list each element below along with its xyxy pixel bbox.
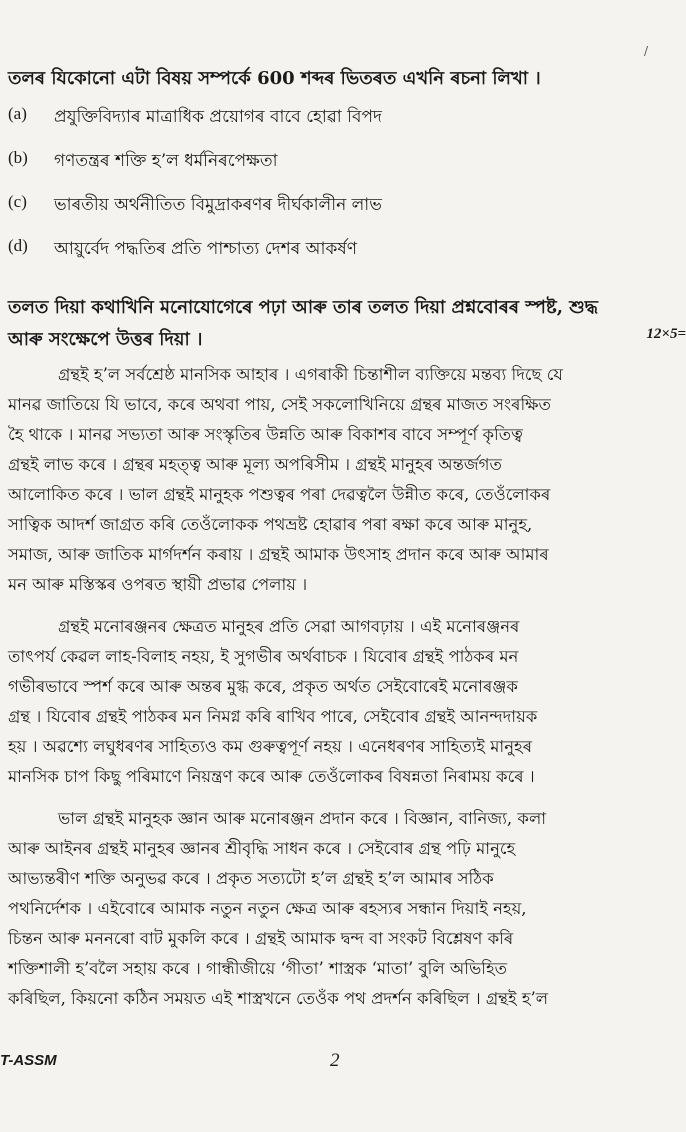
passage-line: মন আৰু মস্তিস্কৰ ওপৰত স্থায়ী প্ৰভাৱ পেলায় । bbox=[8, 575, 308, 594]
passage-line: পথনিৰ্দেশক । এইবোৰে আমাক নতুন নতুন ক্ষেত্ৰ আৰু ৰহস্যৰ সন্ধান দিয়াই নহয়, bbox=[8, 899, 527, 918]
passage-line: হয় । অৱশ্যে লঘুধৰণৰ সাহিত্যও কম গুৰুত্বপূৰ্ণ নহয় । এনেধৰণৰ সাহিত্যই মানুহৰ bbox=[8, 737, 533, 756]
option-label: (a) bbox=[8, 104, 27, 123]
passage-line: গভীৰভাবে স্পৰ্শ কৰে আৰু অন্তৰ মুগ্ধ কৰে, প্ৰকৃত অৰ্থত সেইবোৰেই মনোৰঞ্জক bbox=[8, 677, 518, 696]
essay-option bbox=[8, 236, 668, 280]
essay-option bbox=[8, 104, 668, 148]
option-label: (d) bbox=[8, 236, 28, 255]
essay-option bbox=[8, 192, 668, 236]
passage-line: আলোকিত কৰে । ভাল গ্ৰন্থই মানুহক পশুত্বৰ পৰা দেৱত্বলৈ উন্নীত কৰে, তেওঁলোকৰ bbox=[8, 485, 551, 504]
passage-line: আভ্যন্তৰীণ শক্তি অনুভৱ কৰে । প্ৰকৃত সত্যটো হ’ল গ্ৰন্থই হ’ল আমাৰ সঠিক bbox=[8, 869, 494, 888]
instruction-line: তলত দিয়া কথাখিনি মনোযোগেৰে পঢ়া আৰু তাৰ তলত দিয়া প্ৰশ্নবোৰৰ স্পষ্ট, শুদ্ধ bbox=[8, 297, 598, 318]
passage-line: মানসিক চাপ কিছু পৰিমাণে নিয়ন্ত্ৰণ কৰে আৰু তেওঁলোকৰ বিষন্নতা নিৰাময় কৰে । bbox=[8, 767, 535, 786]
passage-line: গ্ৰন্থই মনোৰঞ্জনৰ ক্ষেত্ৰত মানুহৰ প্ৰতি সেৱা আগবঢ়ায় । এই মনোৰঞ্জনৰ bbox=[58, 617, 520, 636]
marks-allocation: 12×5= bbox=[646, 326, 686, 342]
passage-line: কৰিছিল, কিয়নো কঠিন সময়ত এই শাস্ত্ৰখনে তেওঁক পথ প্ৰদৰ্শন কৰিছিল । গ্ৰন্থই হ’ল bbox=[8, 989, 549, 1008]
option-label: (c) bbox=[8, 192, 27, 211]
page-number: 2 bbox=[330, 1050, 340, 1071]
passage-paragraph bbox=[8, 360, 672, 600]
option-text: প্ৰযুক্তিবিদ্যাৰ মাত্ৰাধিক প্ৰয়োগৰ বাবে হোৱা বিপদ bbox=[54, 107, 382, 127]
passage-line: হৈ থাকে । মানৱ সভ্যতা আৰু সংস্কৃতিৰ উন্নতি আৰু বিকাশৰ বাবে সম্পূৰ্ণ কৃতিত্ব bbox=[8, 425, 523, 444]
option-text: ভাৰতীয় অৰ্থনীতিত বিমুদ্ৰাকৰণৰ দীৰ্ঘকালীন লাভ bbox=[54, 195, 382, 215]
essay-options-list bbox=[8, 104, 668, 280]
option-text: গণতন্ত্ৰৰ শক্তি হ’ল ধৰ্মনিৰপেক্ষতা bbox=[54, 151, 278, 171]
passage-line: গ্ৰন্থই লাভ কৰে । গ্ৰন্থৰ মহত্ত্ব আৰু মূল্য অপৰিসীম । গ্ৰন্থই মানুহৰ অন্তৰ্জগত bbox=[8, 455, 502, 474]
paper-code: T-ASSM bbox=[0, 1052, 57, 1069]
passage-line: সাত্বিক আদৰ্শ জাগ্ৰত কৰি তেওঁলোকক পথভ্ৰষ্ট হোৱাৰ পৰা ৰক্ষা কৰে আৰু মানুহ, bbox=[8, 515, 533, 534]
essay-option bbox=[8, 148, 668, 192]
comprehension-question-instruction bbox=[8, 292, 680, 356]
tick-mark: / bbox=[644, 44, 649, 58]
essay-question-instruction: তলৰ যিকোনো এটা বিষয় সম্পৰ্কে 600 শব্দৰ ভিতৰত এখনি ৰচনা লিখা । bbox=[8, 68, 541, 89]
passage-line: আৰু আইনৰ গ্ৰন্থই মানুহৰ জ্ঞানৰ শ্ৰীবৃদ্ধি সাধন কৰে । সেইবোৰ গ্ৰন্থ পঢ়ি মানুহে bbox=[8, 839, 516, 858]
passage-line: গ্ৰন্থ । যিবোৰ গ্ৰন্থই পাঠকৰ মন নিমগ্ন কৰি ৰাখিব পাৰে, সেইবোৰ গ্ৰন্থই আনন্দদায়ক bbox=[8, 707, 538, 726]
passage-line: গ্ৰন্থই হ’ল সৰ্বশ্ৰেষ্ঠ মানসিক আহাৰ । এগৰাকী চিন্তাশীল ব্যক্তিয়ে মন্তব্য দিছে যে bbox=[58, 365, 563, 384]
instruction-line: আৰু সংক্ষেপে উত্তৰ দিয়া । bbox=[8, 329, 203, 350]
comprehension-passage bbox=[8, 360, 672, 1026]
passage-line: চিন্তন আৰু মননৰো বাট মুকলি কৰে । গ্ৰন্থই আমাক দ্বন্দ বা সংকট বিশ্লেষণ কৰি bbox=[8, 929, 514, 948]
passage-paragraph bbox=[8, 804, 672, 1014]
passage-line: শক্তিশালী হ’বলৈ সহায় কৰে । গান্ধীজীয়ে ‘গীতা’ শাস্ত্ৰক ‘মাতা’ বুলি অভিহিত bbox=[8, 959, 508, 978]
option-label: (b) bbox=[8, 148, 28, 167]
passage-line: ভাল গ্ৰন্থই মানুহক জ্ঞান আৰু মনোৰঞ্জন প্ৰদান কৰে । বিজ্ঞান, বানিজ্য, কলা bbox=[58, 809, 547, 828]
option-text: আয়ুৰ্বেদ পদ্ধতিৰ প্ৰতি পাশ্চাত্য দেশৰ আকৰ্ষণ bbox=[54, 239, 357, 259]
passage-line: সমাজ, আৰু জাতিক মাৰ্গদৰ্শন কৰায় । গ্ৰন্থই আমাক উৎসাহ প্ৰদান কৰে আৰু আমাৰ bbox=[8, 545, 549, 564]
passage-line: মানৱ জাতিয়ে যি ভাবে, কৰে অথবা পায়, সেই সকলোখিনিয়ে গ্ৰন্থৰ মাজত সংৰক্ষিত bbox=[8, 395, 551, 414]
passage-paragraph bbox=[8, 612, 672, 792]
passage-line: তাৎপৰ্য কেৱল লাহ-বিলাহ নহয়, ই সুগভীৰ অৰ্থবাচক । যিবোৰ গ্ৰন্থই পাঠকৰ মন bbox=[8, 647, 519, 666]
